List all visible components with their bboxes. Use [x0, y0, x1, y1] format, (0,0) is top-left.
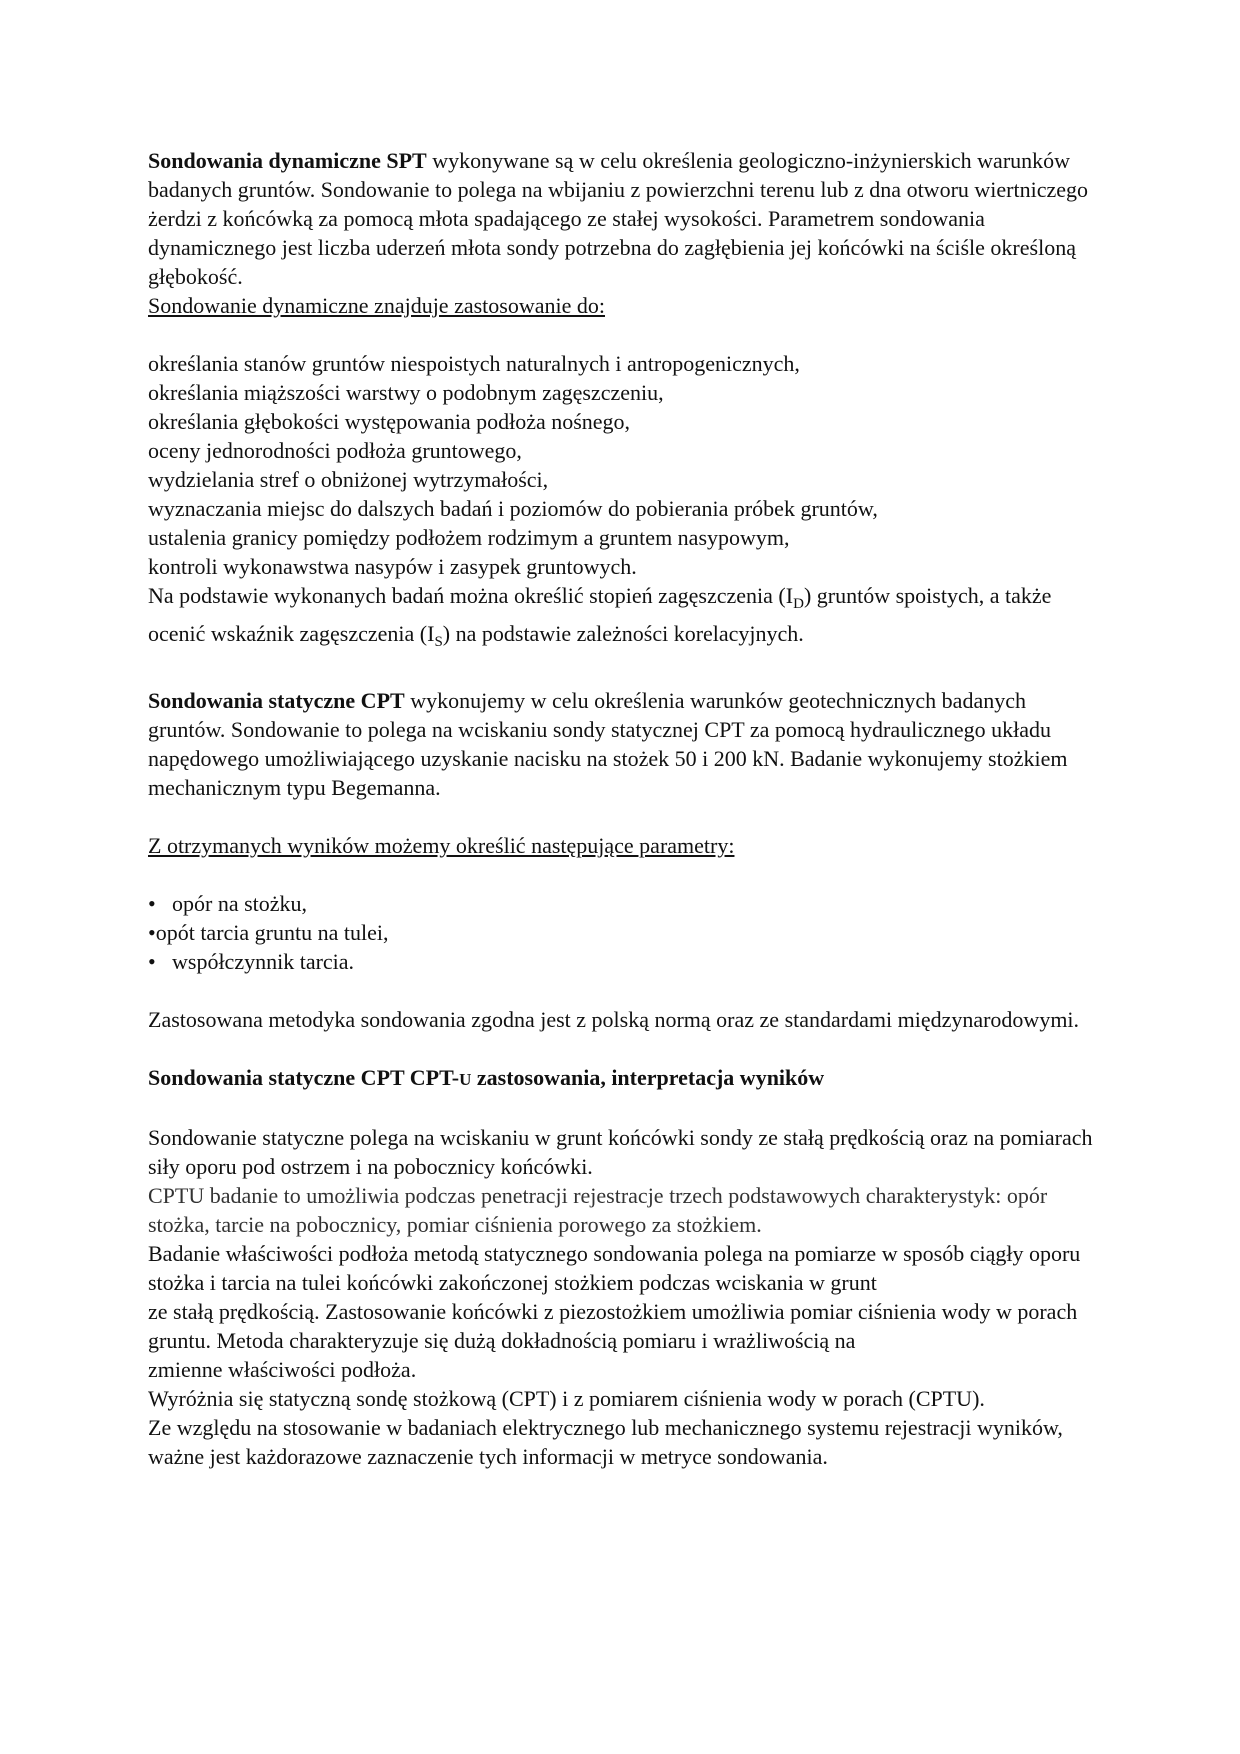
cpt-method-paragraph: Zastosowana metodyka sondowania zgodna jest z polską normą oraz ze standardami międzynarodowymi.: [148, 1007, 1080, 1032]
cpt-params-list: [148, 889, 1103, 976]
cptu-paragraph-4: Wyróżnia się statyczną sondę stożkową (CPT) i z pomiarem ciśnienia wody w porach (CPTU).: [148, 1386, 985, 1411]
cptu-paragraph-3c: zmienne właściwości podłoża.: [148, 1357, 417, 1382]
list-item: • opór na stożku,: [148, 891, 308, 916]
list-item: określania głębokości występowania podłoża nośnego,: [148, 409, 631, 434]
cpt-text: wykonujemy w celu określenia warunków geotechnicznych badanych gruntów. Sondowanie to polega na wciskaniu sondy statycznej CPT za pomocą hydraulicznego układu napędowego umożliwiającego uzyskanie nacisku na stożek 50 i 200 kN. Badanie wykonujemy stożkiem mechanicznym typu Begemanna.: [148, 688, 1068, 800]
cptu-paragraph-5: Ze względu na stosowanie w badaniach elektrycznego lub mechanicznego systemu rejestracji wyników, ważne jest każdorazowe zaznaczenie tych informacji w metryce sondowania.: [148, 1415, 1063, 1469]
list-item: ustalenia granicy pomiędzy podłożem rodzimym a gruntem nasypowym,: [148, 525, 790, 550]
list-item: •opót tarcia gruntu na tulei,: [148, 920, 389, 945]
cptu-paragraph-3b: ze stałą prędkością. Zastosowanie końcówki z piezostożkiem umożliwia pomiar ciśnienia wody w porach gruntu. Metoda charakteryzuje się dużą dokładnością pomiaru i wrażliwością na: [148, 1299, 1078, 1353]
list-item: określania miąższości warstwy o podobnym zagęszczeniu,: [148, 380, 664, 405]
spt-uses-list: [148, 349, 1103, 581]
list-item: wydzielania stref o obniżonej wytrzymałości,: [148, 467, 549, 492]
cpt-paragraph: [148, 686, 1103, 802]
cpt-params-heading: Z otrzymanych wyników możemy określić następujące parametry:: [148, 833, 735, 858]
spt-uses-heading: Sondowanie dynamiczne znajduje zastosowanie do:: [148, 293, 605, 318]
spt-title: Sondowania dynamiczne SPT: [148, 148, 427, 173]
bullet-icon: •: [148, 949, 156, 974]
list-item: oceny jednorodności podłoża gruntowego,: [148, 438, 522, 463]
spt-paragraph: [148, 146, 1103, 291]
list-item: wyznaczania miejsc do dalszych badań i poziomów do pobierania próbek gruntów,: [148, 496, 878, 521]
cptu-heading: Sondowania statyczne CPT CPT-U zastosowania, interpretacja wyników: [148, 1065, 825, 1090]
spt-basis-paragraph: Na podstawie wykonanych badań można określić stopień zagęszczenia $(I_D)$ gruntów spoistych, a także ocenić wskaźnik zagęszczenia $(I_S)$ na podstawie zależności korelacyjnych.: [148, 583, 1052, 650]
cptu-paragraph-1: Sondowanie statyczne polega na wciskaniu w grunt końcówki sondy ze stałą prędkością oraz na pomiarach siły oporu pod ostrzem i na pobocznicy końcówki.: [148, 1125, 1093, 1179]
spt-text: wykonywane są w celu określenia geologiczno-inżynierskich warunków badanych gruntów. Sondowanie to polega na wbijaniu z powierzchni terenu lub z dna otworu wiertniczego żerdzi z końcówką za pomocą młota spadającego ze stałej wysokości. Parametrem sondowania dynamicznego jest liczba uderzeń młota sondy potrzebna do zagłębienia jej końcówki na ściśle określoną głębokość.: [148, 148, 1089, 289]
list-item: • współczynnik tarcia.: [148, 949, 355, 974]
cpt-title: Sondowania statyczne CPT: [148, 688, 405, 713]
bullet-icon: •: [148, 891, 156, 916]
bullet-icon: •: [148, 920, 156, 945]
document-page: [148, 146, 1103, 1471]
cptu-paragraph-2: CPTU badanie to umożliwia podczas penetracji rejestracje trzech podstawowych charakterystyk: opór stożka, tarcie na pobocznicy, pomiar ciśnienia porowego za stożkiem.: [148, 1183, 1048, 1237]
list-item: kontroli wykonawstwa nasypów i zasypek gruntowych.: [148, 554, 637, 579]
cptu-paragraph-3a: Badanie właściwości podłoża metodą statycznego sondowania polega na pomiarze w sposób ciągły oporu stożka i tarcia na tulei końcówki zakończonej stożkiem podczas wciskania w grunt: [148, 1241, 1081, 1295]
list-item: określania stanów gruntów niespoistych naturalnych i antropogenicznych,: [148, 351, 800, 376]
